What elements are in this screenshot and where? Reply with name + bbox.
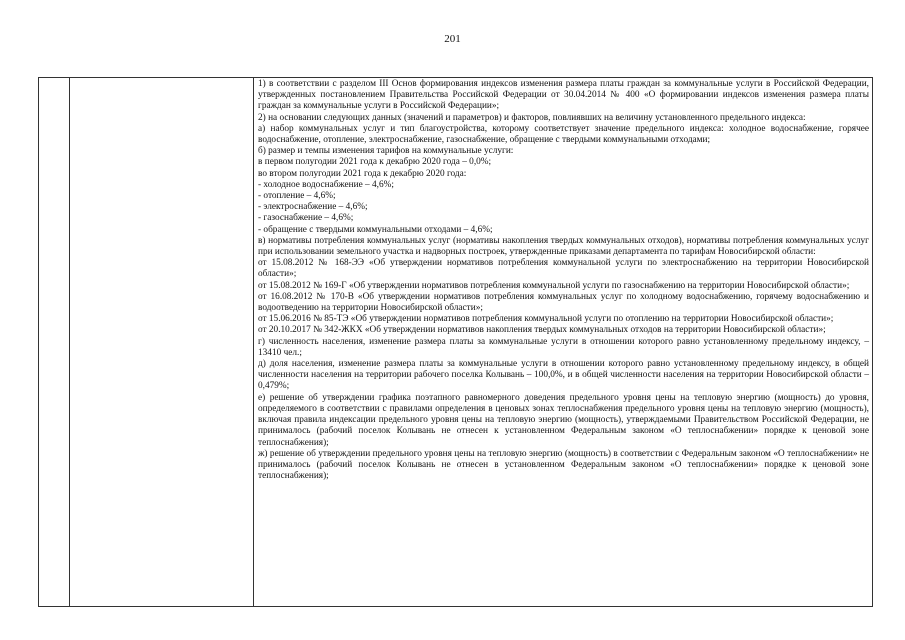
paragraph: - обращение с твердыми коммунальными отходами – 4,6%; bbox=[258, 224, 493, 235]
table-cell-text bbox=[258, 79, 869, 482]
paragraph: - холодное водоснабжение – 4,6%; bbox=[258, 179, 394, 190]
paragraph: от 15.08.2012 № 169-Г «Об утверждении нормативов потребления коммунальной услуги по газоснабжению на территории Новосибирской области»; bbox=[258, 280, 850, 291]
paragraph: в) нормативы потребления коммунальных услуг (нормативы накопления твердых коммунальных отходов), нормативы потребления коммунальных услуг при использовании земельного участка и надворных построек, утвержденные приказами департамента по тарифам Новосибирской области: bbox=[258, 235, 869, 258]
document-table bbox=[38, 77, 873, 607]
column-divider bbox=[253, 78, 254, 606]
column-divider bbox=[69, 78, 70, 606]
page-number: 201 bbox=[444, 33, 461, 45]
paragraph: г) численность населения, изменение размера платы за коммунальные услуги в отношении которого равно установленному предельному индексу, – 13410 чел.; bbox=[258, 336, 869, 358]
paragraph: д) доля населения, изменение размера платы за коммунальные услуги в отношении которого равно установленному предельному индексу, в общей численности населения на территории рабочего поселка Колывань – 100,0%, и в общей численности населения на территории Новосибирской области – 0,479%; bbox=[258, 359, 869, 392]
paragraph: е) решение об утверждении графика поэтапного равномерного доведения предельного уровня цены на тепловую энергию (мощность) до уровня, определяемого в соответствии с правилами определения в ценовых зонах теплоснабжения предельного уровня цены на тепловую энергию (мощность), включая правила индексации предельного уровня цены на тепловую энергию (мощность), утверждаемыми Правительством Российской Федерации, не принималось (рабочий поселок Колывань не отнесен к установленном Федеральным законом «О теплоснабжении» порядке к ценовой зоне теплоснабжения); bbox=[258, 392, 869, 448]
paragraph: - электроснабжение – 4,6%; bbox=[258, 202, 368, 213]
paragraph: от 15.06.2016 № 85-ТЭ «Об утверждении нормативов потребления коммунальной услуги по отоплению на территории Новосибирской области»; bbox=[258, 314, 834, 325]
paragraph: б) размер и темпы изменения тарифов на коммунальные услуги: bbox=[258, 146, 514, 157]
paragraph: от 16.08.2012 № 170-В «Об утверждении нормативов потребления коммунальных услуг по холодному водоснабжению, горячему водоснабжению и водоотведению на территории Новосибирской области»; bbox=[258, 291, 869, 314]
paragraph: от 15.08.2012 № 168-ЭЭ «Об утверждении нормативов потребления коммунальной услуги по электроснабжению на территории Новосибирской области»; bbox=[258, 258, 869, 280]
paragraph: от 20.10.2017 № 342-ЖКХ «Об утверждении нормативов накопления твердых коммунальных отходов на территории Новосибирской области»; bbox=[258, 325, 826, 336]
paragraph: 2) на основании следующих данных (значений и параметров) и факторов, повлиявших на величину установленного предельного индекса: bbox=[258, 112, 806, 123]
paragraph: - газоснабжение – 4,6%; bbox=[258, 213, 354, 224]
paragraph: а) набор коммунальных услуг и тип благоустройства, которому соответствует значение предельного индекса: холодное водоснабжение, горячее водоснабжение, отопление, электроснабжение, газоснабжение, обращение с твердыми коммунальными отходами; bbox=[258, 123, 869, 146]
paragraph: в первом полугодии 2021 года к декабрю 2020 года – 0,0%; bbox=[258, 157, 492, 168]
paragraph: во втором полугодии 2021 года к декабрю 2020 года: bbox=[258, 168, 467, 179]
paragraph: 1) в соответствии с разделом III Основ формирования индексов изменения размера платы граждан за коммунальные услуги в Российской Федерации, утвержденных постановлением Правительства Российской Федерации от 30.04.2014 № 400 «О формировании индексов изменения размера платы граждан за коммунальные услуги в Российской Федерации»; bbox=[258, 79, 869, 112]
paragraph: ж) решение об утверждении предельного уровня цены на тепловую энергию (мощность) в соответствии с Федеральным законом «О теплоснабжении» не принималось (рабочий поселок Колывань не отнесен в установленном Федеральным законом «О теплоснабжении» порядке к ценовой зоне теплоснабжения); bbox=[258, 448, 869, 482]
paragraph: - отопление – 4,6%; bbox=[258, 191, 336, 202]
